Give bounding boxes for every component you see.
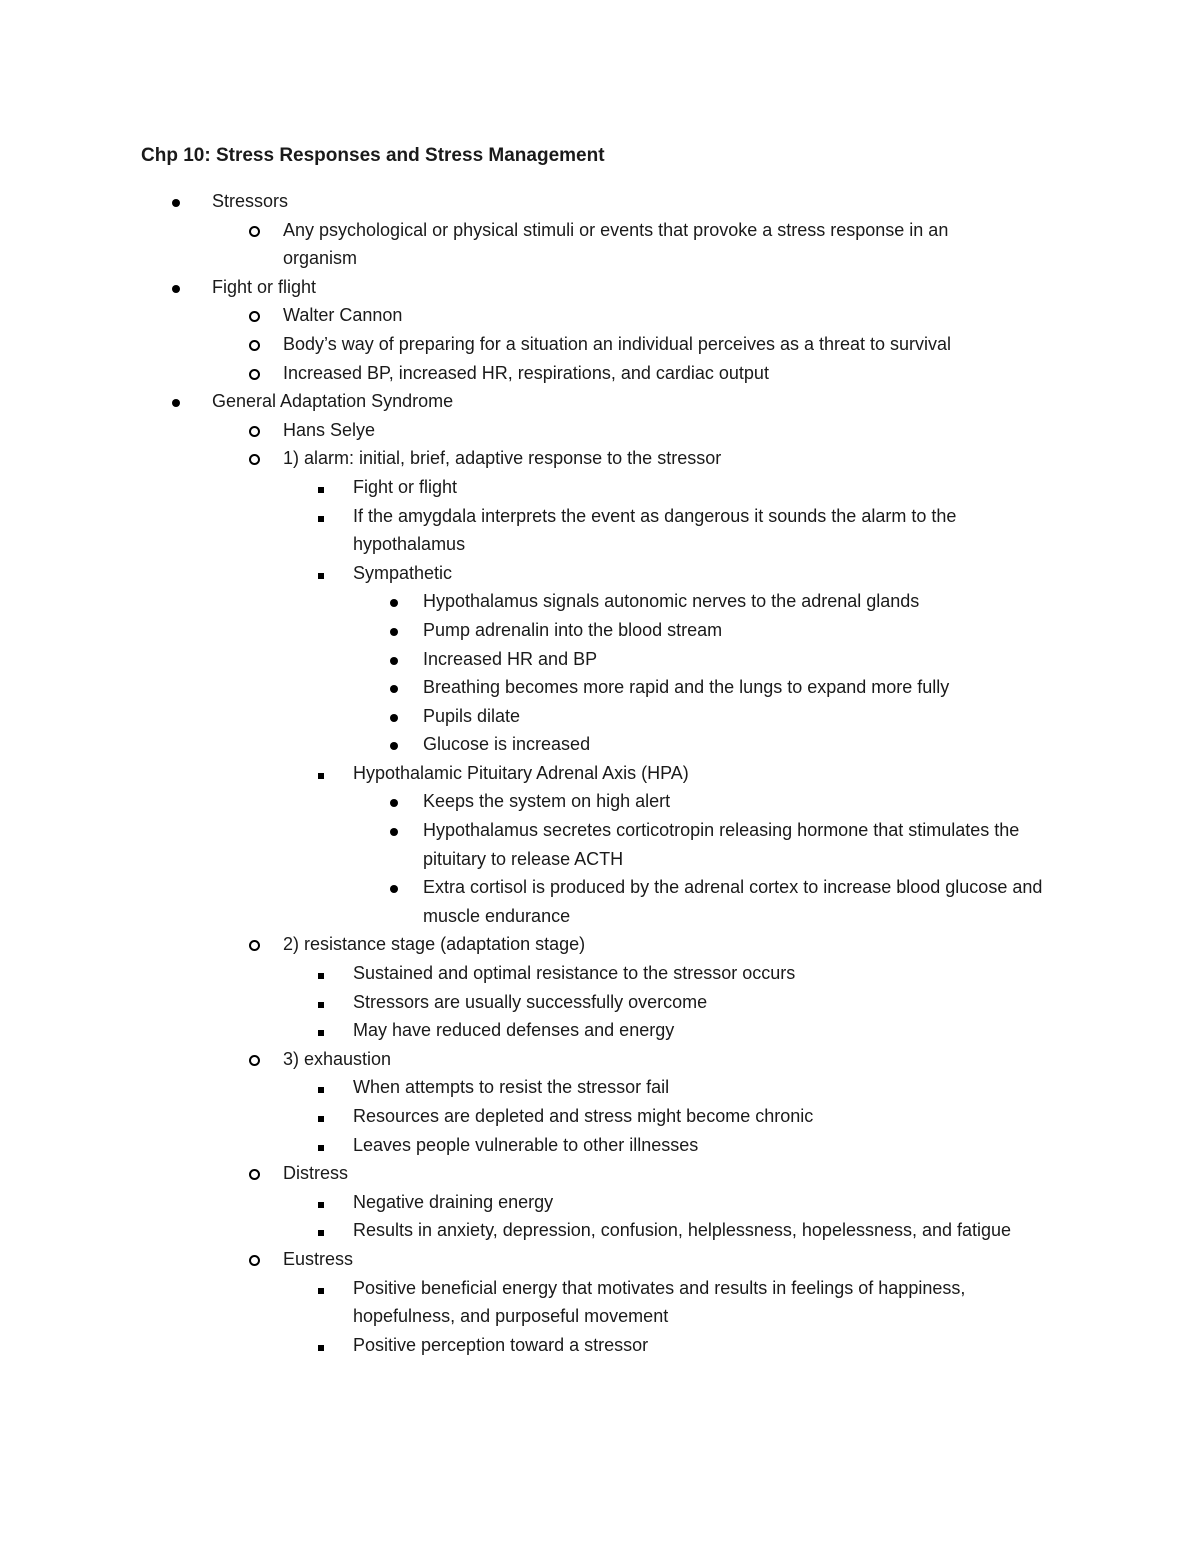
list-item [0, 587, 1063, 616]
square-bullet-icon [318, 559, 324, 588]
square-bullet-icon [318, 502, 324, 531]
list-item [0, 873, 1063, 930]
list-item [0, 702, 1063, 731]
list-item [0, 1188, 1063, 1217]
list-item [0, 1274, 1063, 1331]
list-item [0, 1245, 1063, 1359]
square-bullet-icon [318, 959, 324, 988]
list-item-text: When attempts to resist the stressor fail [353, 1077, 670, 1098]
outline-list [0, 187, 1063, 1359]
list-item-text: Eustress [283, 1248, 354, 1269]
list-item-text: Pump adrenalin into the blood stream [423, 619, 723, 640]
square-bullet-icon [318, 988, 324, 1017]
list-item [0, 930, 1063, 1044]
list-item-text: Breathing becomes more rapid and the lungs to expand more fully [423, 677, 950, 698]
list-item-text: Leaves people vulnerable to other illnesses [353, 1134, 699, 1155]
list-item-text: Glucose is increased [423, 734, 591, 755]
circle-bullet-icon [249, 416, 260, 446]
list-item-text: Walter Cannon [283, 305, 403, 326]
list-item [0, 1216, 1063, 1245]
list-item [0, 473, 1063, 502]
list-item [0, 1131, 1063, 1160]
list-item [0, 616, 1063, 645]
bullet-icon [390, 787, 398, 816]
sub-list [0, 1188, 1063, 1245]
sub-list [0, 216, 1063, 273]
list-item-text: Results in anxiety, depression, confusion, helplessness, hopelessness, and fatigue [353, 1220, 1012, 1241]
square-bullet-icon [318, 1216, 324, 1245]
bullet-icon [390, 645, 398, 674]
circle-bullet-icon [249, 1159, 260, 1189]
square-bullet-icon [318, 1102, 324, 1131]
square-bullet-icon [318, 1274, 324, 1303]
list-item [0, 502, 1063, 559]
list-item-text: General Adaptation Syndrome [212, 391, 454, 412]
circle-bullet-icon [249, 1245, 260, 1275]
list-item [0, 359, 1063, 388]
list-item [0, 959, 1063, 988]
list-item [0, 330, 1063, 359]
list-item-text: Stressors [212, 191, 289, 211]
circle-bullet-icon [249, 216, 260, 246]
circle-bullet-icon [249, 444, 260, 474]
bullet-icon [390, 702, 398, 731]
bullet-icon [172, 273, 180, 302]
sub-list [0, 1073, 1063, 1159]
circle-bullet-icon [249, 359, 260, 389]
list-item [0, 273, 1063, 387]
list-item-text: 1) alarm: initial, brief, adaptive response to the stressor [283, 448, 722, 469]
list-item-text: Increased BP, increased HR, respirations, and cardiac output [283, 362, 769, 383]
bullet-icon [172, 187, 180, 216]
bullet-icon [172, 387, 180, 416]
list-item-text: 3) exhaustion [283, 1048, 392, 1069]
list-item-text: May have reduced defenses and energy [353, 1020, 675, 1041]
list-item-text: Hans Selye [283, 419, 376, 440]
list-item [0, 645, 1063, 674]
square-bullet-icon [318, 473, 324, 502]
bullet-icon [390, 673, 398, 702]
bullet-icon [390, 616, 398, 645]
list-item [0, 1016, 1063, 1045]
circle-bullet-icon [249, 1045, 260, 1075]
sub-list [0, 301, 1063, 387]
page-title: Chp 10: Stress Responses and Stress Management [141, 145, 605, 166]
list-item [0, 1045, 1063, 1159]
sub-list [0, 473, 1063, 931]
list-item [0, 416, 1063, 445]
square-bullet-icon [318, 1016, 324, 1045]
list-item [0, 387, 1063, 1359]
square-bullet-icon [318, 759, 324, 788]
list-item-text: Positive perception toward a stressor [353, 1334, 649, 1355]
list-item-text: Stressors are usually successfully overcome [353, 991, 708, 1012]
list-item-text: Sympathetic [353, 562, 453, 583]
square-bullet-icon [318, 1131, 324, 1160]
list-item [0, 816, 1063, 873]
list-item-text: Hypothalamus signals autonomic nerves to the adrenal glands [423, 591, 920, 612]
list-item [0, 444, 1063, 930]
list-item-text: Pupils dilate [423, 705, 521, 726]
circle-bullet-icon [249, 930, 260, 960]
list-item-text: Keeps the system on high alert [423, 791, 671, 812]
list-item [0, 759, 1063, 931]
list-item-text: Any psychological or physical stimuli or events that provoke a stress response in an organism [283, 219, 949, 269]
list-item-text: Hypothalamus secretes corticotropin releasing hormone that stimulates the pituitary to release ACTH [423, 820, 1020, 869]
bullet-icon [390, 587, 398, 616]
list-item-text: Hypothalamic Pituitary Adrenal Axis (HPA) [353, 762, 689, 783]
list-item-text: 2) resistance stage (adaptation stage) [283, 934, 586, 955]
list-item [0, 216, 1063, 273]
list-item [0, 559, 1063, 759]
list-item-text: Extra cortisol is produced by the adrenal cortex to increase blood glucose and muscle endurance [423, 877, 1043, 926]
list-item [0, 730, 1063, 759]
sub-list [0, 959, 1063, 1045]
list-item-text: Negative draining energy [353, 1191, 554, 1212]
list-item [0, 673, 1063, 702]
sub-list [0, 1274, 1063, 1360]
sub-list [0, 587, 1063, 759]
list-item [0, 1331, 1063, 1360]
list-item-text: Sustained and optimal resistance to the stressor occurs [353, 963, 796, 984]
list-item [0, 787, 1063, 816]
list-item-text: Positive beneficial energy that motivates and results in feelings of happiness, hopefulness, and purposeful movement [353, 1277, 966, 1327]
list-item [0, 301, 1063, 330]
list-item [0, 1102, 1063, 1131]
square-bullet-icon [318, 1188, 324, 1217]
square-bullet-icon [318, 1073, 324, 1102]
list-item [0, 1159, 1063, 1245]
list-item-text: Increased HR and BP [423, 648, 598, 669]
square-bullet-icon [318, 1331, 324, 1360]
bullet-icon [390, 873, 398, 902]
sub-list [0, 416, 1063, 1360]
list-item-text: Fight or flight [212, 276, 317, 297]
list-item [0, 1073, 1063, 1102]
circle-bullet-icon [249, 330, 260, 360]
list-item-text: Distress [283, 1163, 349, 1184]
bullet-icon [390, 816, 398, 845]
sub-list [0, 787, 1063, 930]
list-item [0, 187, 1063, 273]
list-item-text: If the amygdala interprets the event as dangerous it sounds the alarm to the hypothalamus [353, 505, 957, 555]
list-item [0, 988, 1063, 1017]
list-item-text: Fight or flight [353, 476, 458, 497]
circle-bullet-icon [249, 301, 260, 331]
list-item-text: Body’s way of preparing for a situation an individual perceives as a threat to survival [283, 333, 952, 354]
bullet-icon [390, 730, 398, 759]
list-item-text: Resources are depleted and stress might become chronic [353, 1106, 814, 1126]
